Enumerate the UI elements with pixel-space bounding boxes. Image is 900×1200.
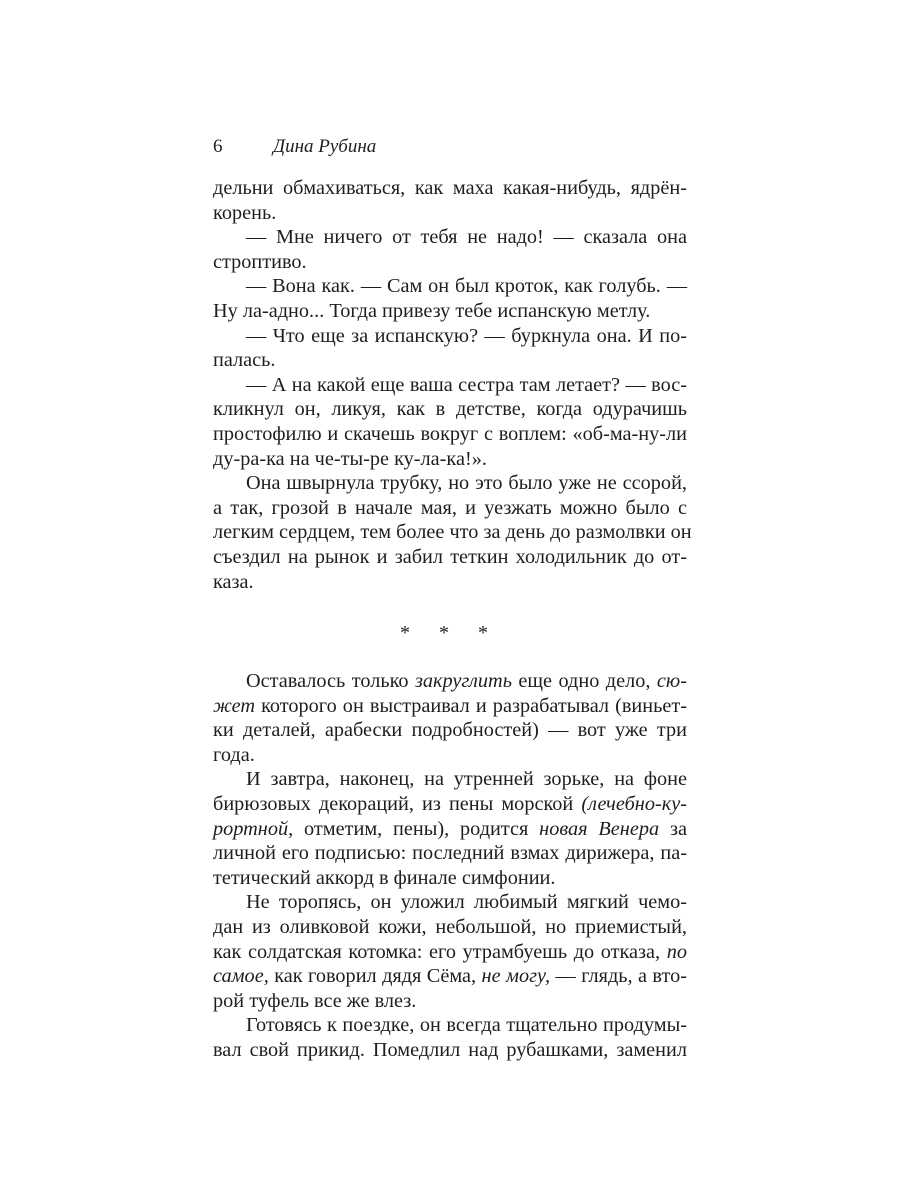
text-line bbox=[213, 964, 687, 989]
text-run: Готовясь к поездке, он всегда тщательно продумы- bbox=[246, 1014, 687, 1037]
text-line bbox=[213, 225, 687, 250]
text-run: рой туфель все же влез. bbox=[213, 989, 417, 1012]
text-line bbox=[213, 841, 687, 866]
text-run: корень. bbox=[213, 201, 277, 224]
text-run: которого он выстраивал и разрабатывал (виньет- bbox=[254, 694, 687, 717]
text-line bbox=[213, 176, 687, 201]
text-run: дельни обмахиваться, как маха какая-нибудь, ядрён- bbox=[213, 177, 687, 199]
italic-text: закруглить bbox=[415, 670, 512, 692]
text-run: — Вона как. — Сам он был кроток, как голубь. — bbox=[246, 275, 687, 298]
text-run: — Мне ничего от тебя не надо! — сказала она bbox=[246, 226, 687, 249]
text-run: кликнул он, ликуя, как в детстве, когда одурачишь bbox=[213, 398, 687, 421]
text-run: Она швырнула трубку, но это было уже не ссорой, bbox=[246, 472, 687, 495]
text-run: года. bbox=[213, 743, 255, 766]
text-line bbox=[213, 324, 687, 349]
text-run: Ну ла-адно... Тогда привезу тебе испанскую метлу. bbox=[213, 299, 651, 322]
text-line bbox=[213, 792, 687, 817]
text-section-1 bbox=[213, 176, 692, 594]
running-header bbox=[213, 136, 376, 158]
text-run: личной его подписью: последний взмах дирижера, па- bbox=[213, 842, 687, 865]
text-line bbox=[213, 718, 687, 743]
text-line bbox=[213, 520, 692, 545]
italic-text: (лечебно-ку- bbox=[581, 792, 687, 815]
text-run: еще одно дело, bbox=[511, 670, 657, 692]
text-run: Оставалось только bbox=[246, 670, 415, 692]
text-run: съездил на рынок и забил теткин холодильник до от- bbox=[213, 545, 687, 568]
italic-text: новая Венера bbox=[539, 817, 660, 840]
text-line bbox=[213, 201, 687, 226]
page-number: 6 bbox=[213, 136, 223, 157]
text-run: бирюзовых декораций, из пены морской bbox=[213, 792, 582, 815]
text-line bbox=[213, 447, 687, 472]
text-run: палась. bbox=[213, 349, 276, 372]
text-run: ду-ра-ка на че-ты-ре ку-ла-ка!». bbox=[213, 447, 487, 470]
text-line bbox=[213, 250, 687, 275]
text-line bbox=[213, 940, 687, 965]
italic-text: не могу, bbox=[481, 965, 551, 988]
text-run: легким сердцем, тем более что за день до размолвки он bbox=[213, 521, 692, 544]
italic-text: по bbox=[666, 940, 687, 963]
text-run: — глядь, а вто- bbox=[550, 965, 687, 988]
text-run: — Что еще за испанскую? — буркнула она. И по- bbox=[246, 324, 687, 347]
text-line bbox=[213, 348, 687, 373]
text-line bbox=[213, 496, 687, 521]
text-line bbox=[213, 570, 687, 595]
text-line bbox=[213, 817, 687, 842]
text-run: за bbox=[659, 817, 687, 840]
text-line bbox=[213, 274, 687, 299]
italic-text: самое, bbox=[213, 965, 269, 988]
text-run: вал свой прикид. Помедлил над рубашками, заменил bbox=[213, 1038, 687, 1061]
text-line bbox=[213, 743, 687, 768]
text-line bbox=[213, 373, 687, 398]
text-run: а так, грозой в начале мая, и уезжать можно было с bbox=[213, 496, 687, 519]
italic-text: сю- bbox=[656, 670, 687, 692]
text-line bbox=[213, 471, 687, 496]
italic-text: рортной, bbox=[213, 817, 294, 840]
text-run: И завтра, наконец, на утренней зорьке, на фоне bbox=[246, 768, 687, 791]
text-line bbox=[213, 694, 687, 719]
author-name: Дина Рубина bbox=[273, 136, 377, 157]
text-run: как говорил дядя Сёма, bbox=[268, 965, 482, 988]
text-line bbox=[213, 1038, 687, 1063]
text-run: строптиво. bbox=[213, 250, 307, 273]
text-line bbox=[213, 545, 687, 570]
text-run: дан из оливковой кожи, небольшой, но приемистый, bbox=[213, 915, 687, 938]
text-line bbox=[213, 397, 687, 422]
text-line bbox=[213, 890, 687, 915]
text-run: простофилю и скачешь вокруг с воплем: «об-ма-ну-ли bbox=[213, 422, 687, 445]
text-line bbox=[213, 989, 687, 1014]
text-run: — А на какой еще ваша сестра там летает? — вос- bbox=[246, 373, 687, 396]
text-line bbox=[213, 1013, 687, 1038]
text-line bbox=[213, 767, 687, 792]
section-break: * * * bbox=[400, 622, 500, 644]
text-run: тетический аккорд в финале симфонии. bbox=[213, 866, 556, 889]
text-run: отметим, пены), родится bbox=[293, 817, 540, 840]
text-run: ки деталей, арабески подробностей) — вот уже три bbox=[213, 719, 687, 742]
text-run: каза. bbox=[213, 570, 254, 593]
text-run: как солдатская котомка: его утрамбуешь до отказа, bbox=[213, 940, 667, 963]
text-line bbox=[213, 669, 687, 694]
text-line bbox=[213, 422, 687, 447]
italic-text: жет bbox=[213, 694, 255, 717]
text-line bbox=[213, 299, 687, 324]
text-line bbox=[213, 866, 687, 891]
text-line bbox=[213, 915, 687, 940]
text-run: Не торопясь, он уложил любимый мягкий чемо- bbox=[246, 891, 687, 914]
text-section-2 bbox=[213, 669, 687, 1063]
